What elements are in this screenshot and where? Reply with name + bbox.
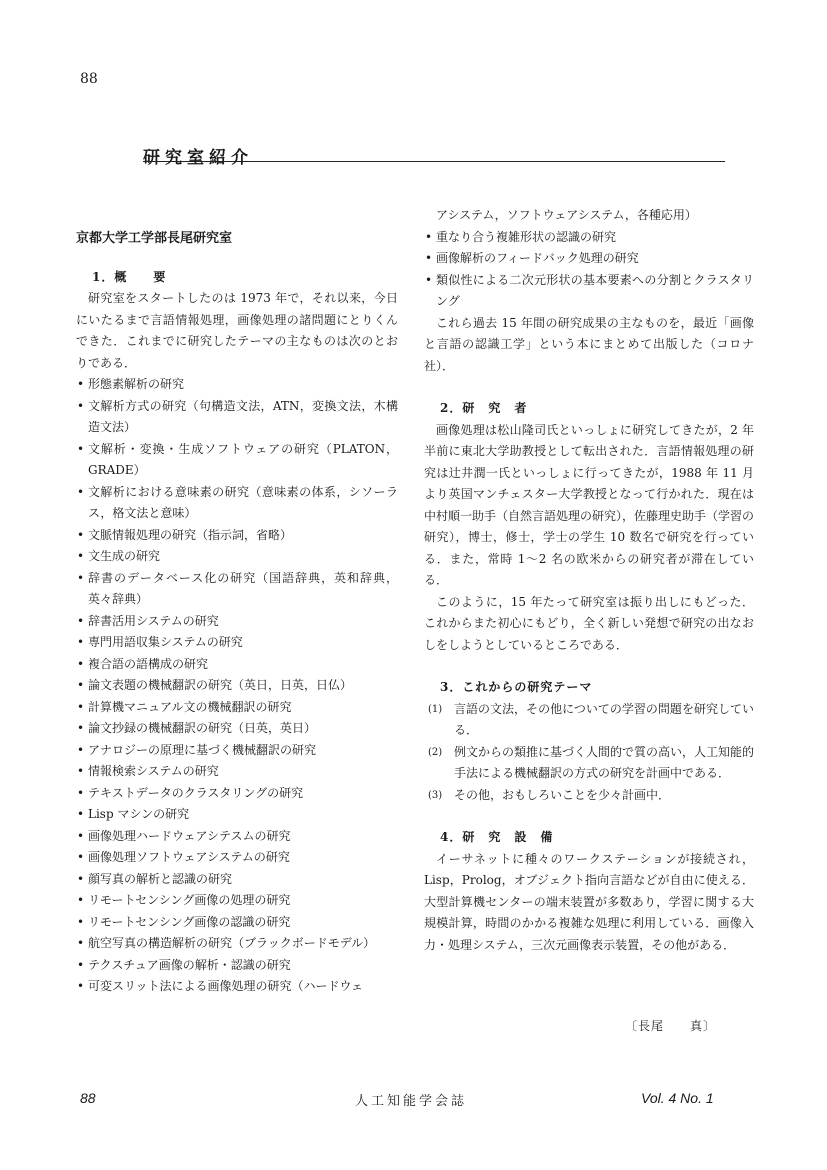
list-item: • 辞書のデータベース化の研究（国語辞典，英和辞典，英々辞典） (76, 568, 398, 611)
list-item: • 航空写真の構造解析の研究（ブラックボードモデル） (76, 933, 398, 955)
list-item: • Lisp マシンの研究 (76, 804, 398, 826)
list-item: • 顔写真の解析と認識の研究 (76, 869, 398, 891)
list-item: • 重なり合う複雑形状の認識の研究 (424, 227, 754, 249)
footer-journal-name: 人工知能学会誌 (355, 1094, 468, 1109)
list-item (424, 742, 754, 785)
list-item: • 計算機マニュアル文の機械翻訳の研究 (76, 697, 398, 719)
list-item: • 形態素解析の研究 (76, 374, 398, 396)
list-item: • 文解析・変換・生成ソフトウェアの研究（PLATON，GRADE） (76, 439, 398, 482)
list-marker: (1) (428, 703, 443, 715)
list-item: • テキストデータのクラスタリングの研究 (76, 783, 398, 805)
list-item (424, 699, 754, 742)
page-number-top: 88 (80, 71, 98, 87)
research-topics-list (76, 374, 398, 998)
footer-page-number: 88 (80, 1090, 96, 1106)
facilities-paragraph: イーサネットに種々のワークステーションが接続され，Lisp，Prolog，オブジェクト指向言語などが自由に使える．大型計算機センターの端末装置が多数あり，学習に関する大規模計算，時間のかかる複雑な処理に利用している．画像入力・処理システム，三次元画像表示装置，その他がある． (424, 851, 754, 952)
author-signature: 〔長尾 真〕 (625, 1019, 717, 1033)
list-marker: (3) (428, 789, 443, 801)
list-item-text: その他，おもしろいことを少々計画中． (454, 787, 671, 802)
section-rule (143, 161, 725, 162)
list-item: • 論文表題の機械翻訳の研究（英日，日英，日仏） (76, 675, 398, 697)
list-item: • 専門用語収集システムの研究 (76, 632, 398, 654)
researchers-paragraph: 画像処理は松山隆司氏といっしょに研究してきたが，2 年半前に東北大学助教授として転出された．言語情報処理の研究は辻井潤一氏といっしょに行ってきたが，1988 年 11 月より英国マンチェスター大学教授となって行かれた．現在は中村順一助手（自然言語処理の研究），佐藤理史助手（学習の研究），博士，修士，学士の学生 10 数名で研究を行っている．また，常時 1～2 名の欧米からの研究者が滞在している． (424, 422, 755, 587)
future-themes-list (424, 699, 754, 807)
right-column (424, 205, 754, 956)
overview-paragraph: 研究室をスタートしたのは 1973 年で，それ以来，今日にいたるまで言語情報処理，画像処理の諸問題にとりくんできた．これまでに研究したテーマの主なものは次のとおりである． (76, 291, 398, 370)
list-item: • 複合語の語構成の研究 (76, 654, 398, 676)
list-item: • 画像処理ハードウェアシテスムの研究 (76, 826, 398, 848)
heading-future-themes: 3．これからの研究テーマ (440, 680, 593, 694)
list-item: • 情報検索システムの研究 (76, 761, 398, 783)
list-item: • リモートセンシング画像の処理の研究 (76, 890, 398, 912)
left-column (76, 228, 398, 998)
research-topics-list-continued (424, 227, 754, 313)
heading-facilities: 4．研 究 設 備 (440, 830, 554, 844)
heading-overview: 1．概 要 (92, 269, 167, 284)
lab-name: 京都大学工学部長尾研究室 (76, 231, 233, 246)
footer-volume: Vol. 4 No. 1 (641, 1090, 714, 1106)
heading-researchers: 2．研 究 者 (440, 401, 528, 415)
section-header (143, 143, 725, 168)
researchers-paragraph-2: このように，15 年たって研究室は振り出しにもどった．これからまた初心にもどり，全く新しい発想で研究の出なおしをしようとしているところである． (424, 594, 754, 652)
list-item-text: 例文からの類推に基づく人間的で質の高い，人工知能的手法による機械翻訳の方式の研究を計画中である． (454, 744, 755, 780)
list-item: • 文解析における意味素の研究（意味素の体系，シソーラス，格文法と意味） (76, 482, 398, 525)
list-item-continuation: アシステム，ソフトウェアシステム，各種応用） (436, 208, 697, 222)
list-item: • 文脈情報処理の研究（指示詞，省略） (76, 525, 398, 547)
summary-paragraph: これら過去 15 年間の研究成果の主なものを，最近「画像と言語の認識工学」という本にまとめて出版した（コロナ社）． (424, 315, 754, 373)
list-item-text: 言語の文法，その他についての学習の問題を研究している． (454, 701, 754, 737)
list-item: • 画像処理ソフトウェアシステムの研究 (76, 847, 398, 869)
list-marker: (2) (428, 746, 443, 758)
list-item: • 文解析方式の研究（句構造文法，ATN，変換文法，木構造文法） (76, 396, 398, 439)
list-item: • テクスチュア画像の解析・認識の研究 (76, 955, 398, 977)
list-item: • 論文抄録の機械翻訳の研究（日英，英日） (76, 718, 398, 740)
list-item: • アナロジーの原理に基づく機械翻訳の研究 (76, 740, 398, 762)
section-title: 研究室紹介 (143, 148, 253, 168)
list-item: • 文生成の研究 (76, 546, 398, 568)
list-item: • 辞書活用システムの研究 (76, 611, 398, 633)
list-item: • 類似性による二次元形状の基本要素への分割とクラスタリング (424, 270, 754, 313)
list-item: • 可変スリット法による画像処理の研究（ハードウェ (76, 976, 398, 998)
list-item: • リモートセンシング画像の認識の研究 (76, 912, 398, 934)
list-item (424, 785, 754, 807)
list-item: • 画像解析のフィードバック処理の研究 (424, 248, 754, 270)
